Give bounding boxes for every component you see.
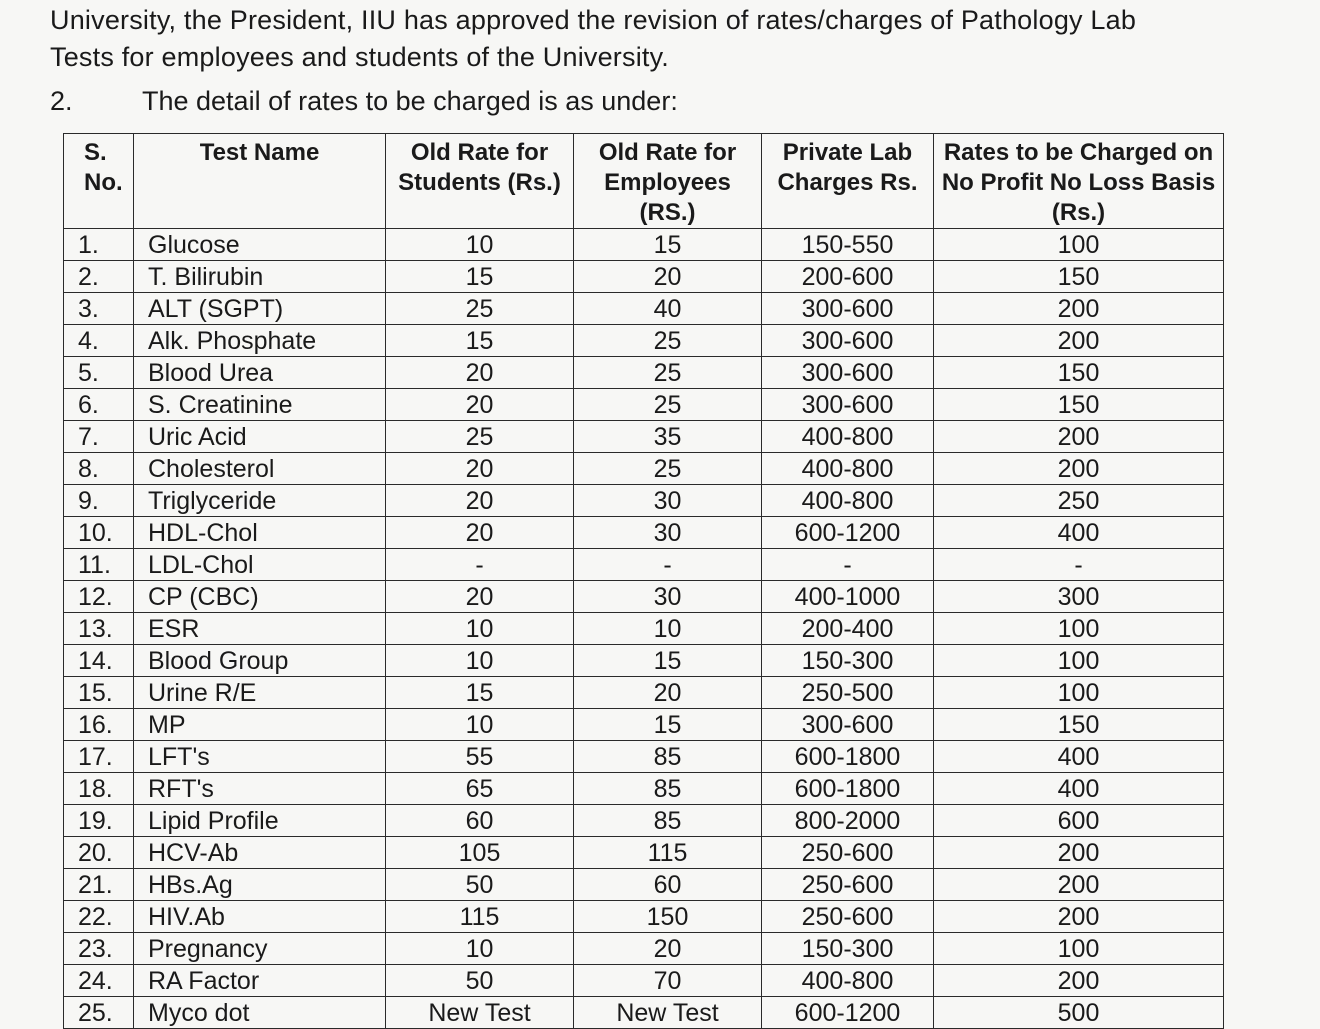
cell-old-rate-students: 20 <box>386 453 574 485</box>
cell-test-name: HDL-Chol <box>134 517 386 549</box>
cell-old-rate-students: 20 <box>386 357 574 389</box>
cell-old-rate-employees: 85 <box>574 741 762 773</box>
cell-old-rate-employees: 25 <box>574 389 762 421</box>
table-row <box>64 517 1224 549</box>
cell-no-profit-rate: 250 <box>934 485 1224 517</box>
table-row <box>64 261 1224 293</box>
table-header-row <box>64 134 1224 229</box>
cell-old-rate-employees: - <box>574 549 762 581</box>
cell-no-profit-rate: 100 <box>934 933 1224 965</box>
cell-private-lab-charges: 400-800 <box>762 421 934 453</box>
cell-old-rate-students: 10 <box>386 229 574 261</box>
cell-old-rate-employees: 30 <box>574 485 762 517</box>
cell-private-lab-charges: 600-1200 <box>762 517 934 549</box>
cell-private-lab-charges: 600-1800 <box>762 741 934 773</box>
cell-test-name: Blood Urea <box>134 357 386 389</box>
cell-no-profit-rate: 200 <box>934 325 1224 357</box>
cell-no-profit-rate: 300 <box>934 581 1224 613</box>
cell-sno: 18. <box>64 773 134 805</box>
cell-test-name: HIV.Ab <box>134 901 386 933</box>
cell-private-lab-charges: 150-550 <box>762 229 934 261</box>
cell-no-profit-rate: - <box>934 549 1224 581</box>
cell-private-lab-charges: 600-1800 <box>762 773 934 805</box>
table-row <box>64 357 1224 389</box>
cell-sno: 9. <box>64 485 134 517</box>
cell-no-profit-rate: 400 <box>934 773 1224 805</box>
cell-sno: 21. <box>64 869 134 901</box>
cell-test-name: Cholesterol <box>134 453 386 485</box>
rates-table <box>63 133 1224 1029</box>
cell-private-lab-charges: 250-500 <box>762 677 934 709</box>
cell-sno: 7. <box>64 421 134 453</box>
table-row <box>64 581 1224 613</box>
cell-private-lab-charges: 250-600 <box>762 869 934 901</box>
cell-old-rate-employees: 20 <box>574 677 762 709</box>
cell-old-rate-employees: 20 <box>574 933 762 965</box>
cell-test-name: T. Bilirubin <box>134 261 386 293</box>
cell-no-profit-rate: 100 <box>934 645 1224 677</box>
cell-old-rate-students: 20 <box>386 485 574 517</box>
cell-no-profit-rate: 150 <box>934 261 1224 293</box>
cell-old-rate-employees: 25 <box>574 357 762 389</box>
cell-old-rate-employees: 15 <box>574 645 762 677</box>
cell-private-lab-charges: 300-600 <box>762 293 934 325</box>
cell-test-name: Blood Group <box>134 645 386 677</box>
cell-no-profit-rate: 200 <box>934 837 1224 869</box>
table-row <box>64 389 1224 421</box>
cell-no-profit-rate: 150 <box>934 389 1224 421</box>
intro-line-1: University, the President, IIU has approved the revision of rates/charges of Pathology Lab <box>50 5 1137 35</box>
cell-private-lab-charges: 400-800 <box>762 485 934 517</box>
cell-old-rate-students: 25 <box>386 293 574 325</box>
cell-old-rate-students: 20 <box>386 389 574 421</box>
table-row <box>64 773 1224 805</box>
table-row <box>64 741 1224 773</box>
cell-sno: 13. <box>64 613 134 645</box>
table-row <box>64 613 1224 645</box>
cell-private-lab-charges: 300-600 <box>762 389 934 421</box>
cell-old-rate-students: 10 <box>386 645 574 677</box>
cell-test-name: RFT's <box>134 773 386 805</box>
cell-test-name: CP (CBC) <box>134 581 386 613</box>
table-row <box>64 965 1224 997</box>
cell-private-lab-charges: 400-800 <box>762 453 934 485</box>
cell-sno: 14. <box>64 645 134 677</box>
table-row <box>64 453 1224 485</box>
cell-private-lab-charges: 300-600 <box>762 709 934 741</box>
cell-old-rate-employees: 85 <box>574 805 762 837</box>
cell-test-name: Triglyceride <box>134 485 386 517</box>
cell-sno: 10. <box>64 517 134 549</box>
cell-old-rate-students: - <box>386 549 574 581</box>
item-2-text: The detail of rates to be charged is as under: <box>142 86 678 116</box>
cell-sno: 6. <box>64 389 134 421</box>
cell-test-name: Uric Acid <box>134 421 386 453</box>
cell-test-name: HCV-Ab <box>134 837 386 869</box>
cell-test-name: LDL-Chol <box>134 549 386 581</box>
table-row <box>64 229 1224 261</box>
cell-sno: 23. <box>64 933 134 965</box>
cell-test-name: Alk. Phosphate <box>134 325 386 357</box>
cell-sno: 12. <box>64 581 134 613</box>
cell-no-profit-rate: 200 <box>934 869 1224 901</box>
cell-old-rate-students: 10 <box>386 613 574 645</box>
header-private-lab-charges: Private Lab Charges Rs. <box>762 134 934 229</box>
cell-old-rate-students: 105 <box>386 837 574 869</box>
cell-old-rate-employees: 60 <box>574 869 762 901</box>
cell-test-name: Myco dot <box>134 997 386 1029</box>
cell-test-name: HBs.Ag <box>134 869 386 901</box>
cell-sno: 2. <box>64 261 134 293</box>
cell-old-rate-employees: 70 <box>574 965 762 997</box>
cell-private-lab-charges: 800-2000 <box>762 805 934 837</box>
cell-sno: 4. <box>64 325 134 357</box>
cell-sno: 5. <box>64 357 134 389</box>
cell-private-lab-charges: - <box>762 549 934 581</box>
item-2-number: 2. <box>50 86 73 116</box>
cell-test-name: Urine R/E <box>134 677 386 709</box>
cell-private-lab-charges: 400-1000 <box>762 581 934 613</box>
cell-private-lab-charges: 150-300 <box>762 645 934 677</box>
cell-old-rate-employees: 25 <box>574 453 762 485</box>
cell-old-rate-employees: 25 <box>574 325 762 357</box>
cell-sno: 8. <box>64 453 134 485</box>
cell-old-rate-employees: 10 <box>574 613 762 645</box>
cell-sno: 3. <box>64 293 134 325</box>
cell-private-lab-charges: 200-400 <box>762 613 934 645</box>
table-row <box>64 997 1224 1029</box>
item-2-heading <box>50 86 678 117</box>
table-row <box>64 677 1224 709</box>
cell-old-rate-employees: 35 <box>574 421 762 453</box>
cell-no-profit-rate: 200 <box>934 293 1224 325</box>
cell-old-rate-employees: 30 <box>574 581 762 613</box>
cell-sno: 24. <box>64 965 134 997</box>
cell-no-profit-rate: 150 <box>934 709 1224 741</box>
table-row <box>64 645 1224 677</box>
table-row <box>64 837 1224 869</box>
cell-no-profit-rate: 200 <box>934 965 1224 997</box>
cell-no-profit-rate: 400 <box>934 517 1224 549</box>
header-sno: S. No. <box>64 134 134 229</box>
cell-old-rate-employees: 150 <box>574 901 762 933</box>
cell-old-rate-students: 25 <box>386 421 574 453</box>
cell-sno: 15. <box>64 677 134 709</box>
cell-sno: 11. <box>64 549 134 581</box>
cell-old-rate-employees: 115 <box>574 837 762 869</box>
cell-sno: 22. <box>64 901 134 933</box>
cell-sno: 17. <box>64 741 134 773</box>
cell-test-name: S. Creatinine <box>134 389 386 421</box>
cell-old-rate-employees: New Test <box>574 997 762 1029</box>
cell-test-name: RA Factor <box>134 965 386 997</box>
cell-no-profit-rate: 100 <box>934 229 1224 261</box>
cell-no-profit-rate: 100 <box>934 613 1224 645</box>
table-row <box>64 485 1224 517</box>
table-row <box>64 709 1224 741</box>
cell-private-lab-charges: 400-800 <box>762 965 934 997</box>
cell-old-rate-students: 15 <box>386 261 574 293</box>
cell-old-rate-students: 60 <box>386 805 574 837</box>
cell-old-rate-employees: 30 <box>574 517 762 549</box>
cell-old-rate-students: 65 <box>386 773 574 805</box>
cell-old-rate-students: 10 <box>386 933 574 965</box>
cell-old-rate-students: 20 <box>386 581 574 613</box>
header-old-rate-students: Old Rate for Students (Rs.) <box>386 134 574 229</box>
table-row <box>64 901 1224 933</box>
cell-private-lab-charges: 250-600 <box>762 901 934 933</box>
cell-no-profit-rate: 600 <box>934 805 1224 837</box>
cell-old-rate-employees: 40 <box>574 293 762 325</box>
header-no-profit-rates: Rates to be Charged on No Profit No Loss Basis (Rs.) <box>934 134 1224 229</box>
cell-no-profit-rate: 200 <box>934 453 1224 485</box>
cell-old-rate-students: 15 <box>386 677 574 709</box>
cell-test-name: ESR <box>134 613 386 645</box>
cell-sno: 20. <box>64 837 134 869</box>
cell-private-lab-charges: 150-300 <box>762 933 934 965</box>
cell-old-rate-students: 55 <box>386 741 574 773</box>
cell-no-profit-rate: 200 <box>934 901 1224 933</box>
cell-test-name: ALT (SGPT) <box>134 293 386 325</box>
cell-no-profit-rate: 200 <box>934 421 1224 453</box>
cell-test-name: Glucose <box>134 229 386 261</box>
table-row <box>64 869 1224 901</box>
cell-test-name: Lipid Profile <box>134 805 386 837</box>
table-row <box>64 549 1224 581</box>
table-row <box>64 325 1224 357</box>
cell-old-rate-employees: 85 <box>574 773 762 805</box>
cell-sno: 16. <box>64 709 134 741</box>
table-row <box>64 421 1224 453</box>
cell-no-profit-rate: 150 <box>934 357 1224 389</box>
cell-sno: 19. <box>64 805 134 837</box>
header-test-name: Test Name <box>134 134 386 229</box>
intro-paragraph <box>50 2 1240 76</box>
table-row <box>64 805 1224 837</box>
cell-old-rate-students: 15 <box>386 325 574 357</box>
intro-line-2: Tests for employees and students of the University. <box>50 42 669 72</box>
cell-sno: 1. <box>64 229 134 261</box>
cell-test-name: Pregnancy <box>134 933 386 965</box>
cell-old-rate-students: 50 <box>386 869 574 901</box>
cell-test-name: LFT's <box>134 741 386 773</box>
table-row <box>64 293 1224 325</box>
cell-private-lab-charges: 250-600 <box>762 837 934 869</box>
header-old-rate-employees: Old Rate for Employees (RS.) <box>574 134 762 229</box>
cell-test-name: MP <box>134 709 386 741</box>
table-row <box>64 933 1224 965</box>
cell-private-lab-charges: 300-600 <box>762 325 934 357</box>
cell-no-profit-rate: 400 <box>934 741 1224 773</box>
cell-old-rate-students: 115 <box>386 901 574 933</box>
cell-old-rate-students: 20 <box>386 517 574 549</box>
cell-private-lab-charges: 600-1200 <box>762 997 934 1029</box>
cell-old-rate-employees: 15 <box>574 709 762 741</box>
cell-sno: 25. <box>64 997 134 1029</box>
cell-no-profit-rate: 500 <box>934 997 1224 1029</box>
cell-old-rate-employees: 20 <box>574 261 762 293</box>
cell-old-rate-students: New Test <box>386 997 574 1029</box>
cell-no-profit-rate: 100 <box>934 677 1224 709</box>
cell-old-rate-employees: 15 <box>574 229 762 261</box>
cell-old-rate-students: 50 <box>386 965 574 997</box>
cell-old-rate-students: 10 <box>386 709 574 741</box>
cell-private-lab-charges: 200-600 <box>762 261 934 293</box>
cell-private-lab-charges: 300-600 <box>762 357 934 389</box>
